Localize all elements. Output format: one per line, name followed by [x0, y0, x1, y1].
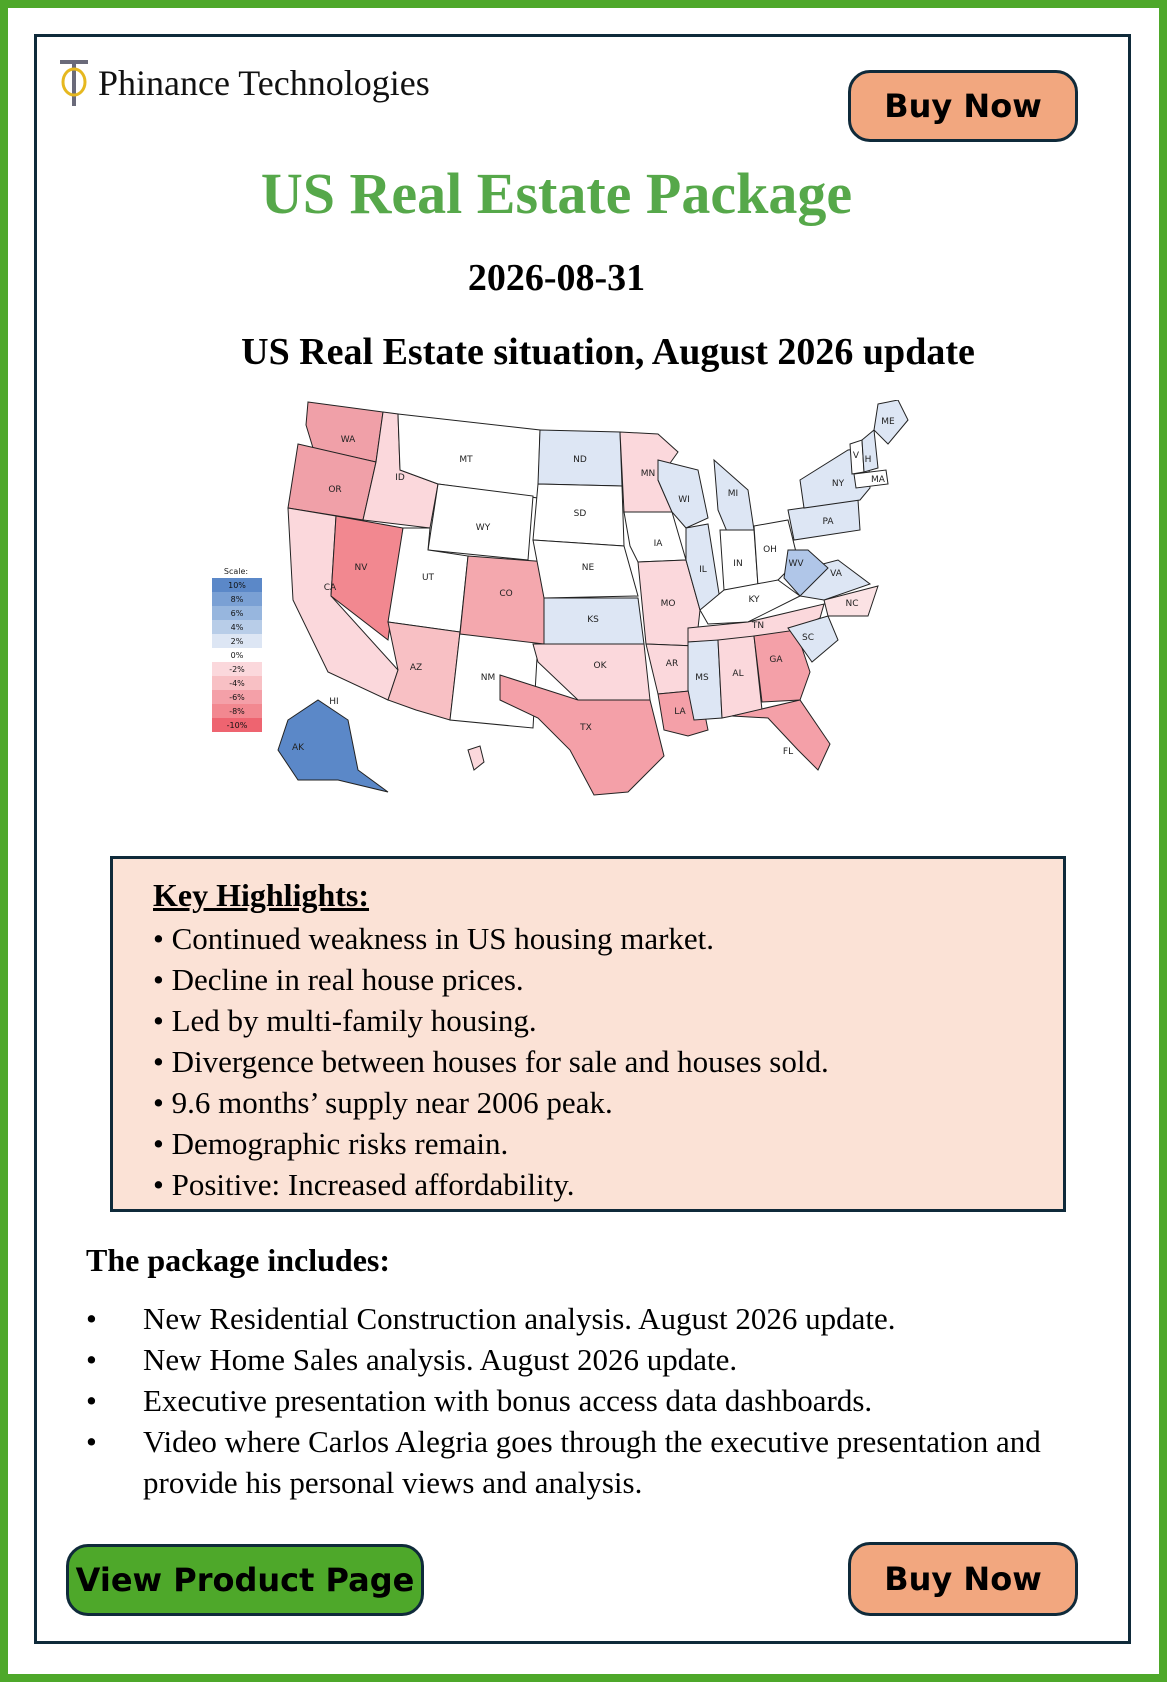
- svg-text:NM: NM: [480, 673, 496, 683]
- state-wy: [428, 484, 533, 560]
- highlight-item: • Positive: Increased affordability.: [153, 1167, 575, 1202]
- svg-text:8%: 8%: [230, 595, 244, 604]
- brand-name: Phinance Technologies: [98, 63, 430, 103]
- svg-text:4%: 4%: [230, 623, 244, 632]
- package-item-text: Video where Carlos Alegria goes through the executive presentation and provide his personal views and analysis.: [143, 1424, 1041, 1500]
- highlights-title: Key Highlights:: [153, 877, 370, 913]
- svg-text:FL: FL: [782, 747, 794, 757]
- package-title: The package includes:: [86, 1242, 391, 1278]
- svg-text:GA: GA: [769, 655, 783, 665]
- svg-text:MT: MT: [459, 455, 473, 465]
- svg-text:ND: ND: [573, 455, 587, 465]
- package-item-text: Executive presentation with bonus access data dashboards.: [143, 1383, 873, 1418]
- svg-text:MN: MN: [640, 469, 656, 479]
- highlight-item: • 9.6 months’ supply near 2006 peak.: [153, 1085, 613, 1120]
- page-title: US Real Estate Package: [260, 161, 853, 226]
- svg-text:WY: WY: [475, 523, 491, 533]
- view-product-page-button[interactable]: View Product Page: [66, 1544, 424, 1616]
- svg-text:ID: ID: [395, 473, 405, 483]
- package-item: [86, 1421, 1086, 1503]
- svg-text:H: H: [864, 455, 872, 465]
- legend-title: Scale:: [223, 567, 249, 576]
- us-map-graphic: [188, 400, 968, 820]
- svg-text:10%: 10%: [228, 581, 246, 590]
- svg-text:OK: OK: [593, 661, 607, 671]
- svg-text:AR: AR: [665, 659, 679, 669]
- svg-text:WA: WA: [340, 435, 356, 445]
- package-item: [86, 1339, 1086, 1380]
- bullet: •: [86, 1424, 97, 1459]
- svg-text:NY: NY: [831, 479, 845, 489]
- svg-text:AL: AL: [732, 669, 744, 679]
- svg-text:AK: AK: [291, 743, 305, 753]
- svg-text:-10%: -10%: [226, 721, 248, 730]
- svg-text:-4%: -4%: [229, 679, 245, 688]
- package-item: [86, 1380, 1086, 1421]
- buy-now-button-bottom[interactable]: Buy Now: [848, 1542, 1078, 1616]
- svg-text:ME: ME: [881, 417, 895, 427]
- highlight-item: • Continued weakness in US housing market.: [153, 921, 715, 956]
- highlight-item: • Led by multi-family housing.: [153, 1003, 537, 1038]
- svg-text:AZ: AZ: [409, 663, 423, 673]
- svg-text:V: V: [852, 451, 860, 461]
- buy-now-button-top[interactable]: Buy Now: [848, 70, 1078, 142]
- state-co: [460, 556, 548, 644]
- svg-text:TX: TX: [580, 723, 592, 733]
- svg-text:OH: OH: [763, 545, 777, 555]
- svg-text:HI: HI: [329, 697, 339, 707]
- svg-text:CA: CA: [323, 583, 337, 593]
- svg-text:-8%: -8%: [229, 707, 245, 716]
- highlight-item: • Demographic risks remain.: [153, 1126, 509, 1161]
- state-ia: [624, 512, 686, 562]
- svg-text:KS: KS: [587, 615, 599, 625]
- svg-text:MO: MO: [660, 599, 676, 609]
- svg-text:OR: OR: [328, 485, 342, 495]
- state-hi: [468, 746, 484, 770]
- highlight-item: • Decline in real house prices.: [153, 962, 524, 997]
- package-item: [86, 1298, 1086, 1339]
- svg-text:NE: NE: [581, 563, 595, 573]
- svg-text:IL: IL: [699, 565, 707, 575]
- svg-text:PA: PA: [822, 517, 834, 527]
- svg-text:MI: MI: [727, 489, 739, 499]
- state-nh: [862, 430, 878, 472]
- page-subtitle: US Real Estate situation, August 2026 update: [241, 331, 975, 373]
- highlight-item: • Divergence between houses for sale and houses sold.: [153, 1044, 829, 1079]
- page-date: 2026-08-31: [467, 257, 646, 299]
- svg-text:MA: MA: [871, 475, 885, 485]
- svg-text:TN: TN: [751, 621, 765, 631]
- svg-text:2%: 2%: [230, 637, 244, 646]
- svg-text:NC: NC: [845, 599, 859, 609]
- svg-text:-6%: -6%: [229, 693, 245, 702]
- svg-text:NV: NV: [354, 563, 368, 573]
- bullet: •: [86, 1301, 97, 1336]
- svg-text:SC: SC: [802, 633, 814, 643]
- brand-logo: [56, 58, 430, 108]
- package-item-text: New Residential Construction analysis. August 2026 update.: [143, 1301, 896, 1336]
- bullet: •: [86, 1383, 97, 1418]
- us-state-map: [188, 400, 968, 820]
- state-az: [388, 622, 460, 720]
- svg-text:KY: KY: [748, 595, 760, 605]
- svg-text:LA: LA: [674, 707, 686, 717]
- svg-text:6%: 6%: [230, 609, 244, 618]
- svg-text:IA: IA: [653, 539, 663, 549]
- svg-text:IN: IN: [733, 559, 743, 569]
- svg-text:MS: MS: [695, 673, 709, 683]
- phi-tau-logo-icon: [56, 58, 92, 108]
- svg-text:-2%: -2%: [229, 665, 245, 674]
- map-legend: [212, 567, 262, 732]
- svg-text:SD: SD: [573, 509, 587, 519]
- package-item-text: New Home Sales analysis. August 2026 update.: [143, 1342, 738, 1377]
- svg-text:CO: CO: [499, 589, 513, 599]
- page-frame: [8, 8, 1159, 1674]
- svg-text:VA: VA: [830, 569, 842, 579]
- svg-text:0%: 0%: [230, 651, 244, 660]
- svg-text:WI: WI: [678, 495, 690, 505]
- svg-text:WV: WV: [788, 559, 804, 569]
- svg-text:UT: UT: [421, 573, 435, 583]
- key-highlights-box: [110, 856, 1066, 1212]
- package-list: [86, 1298, 1086, 1503]
- bullet: •: [86, 1342, 97, 1377]
